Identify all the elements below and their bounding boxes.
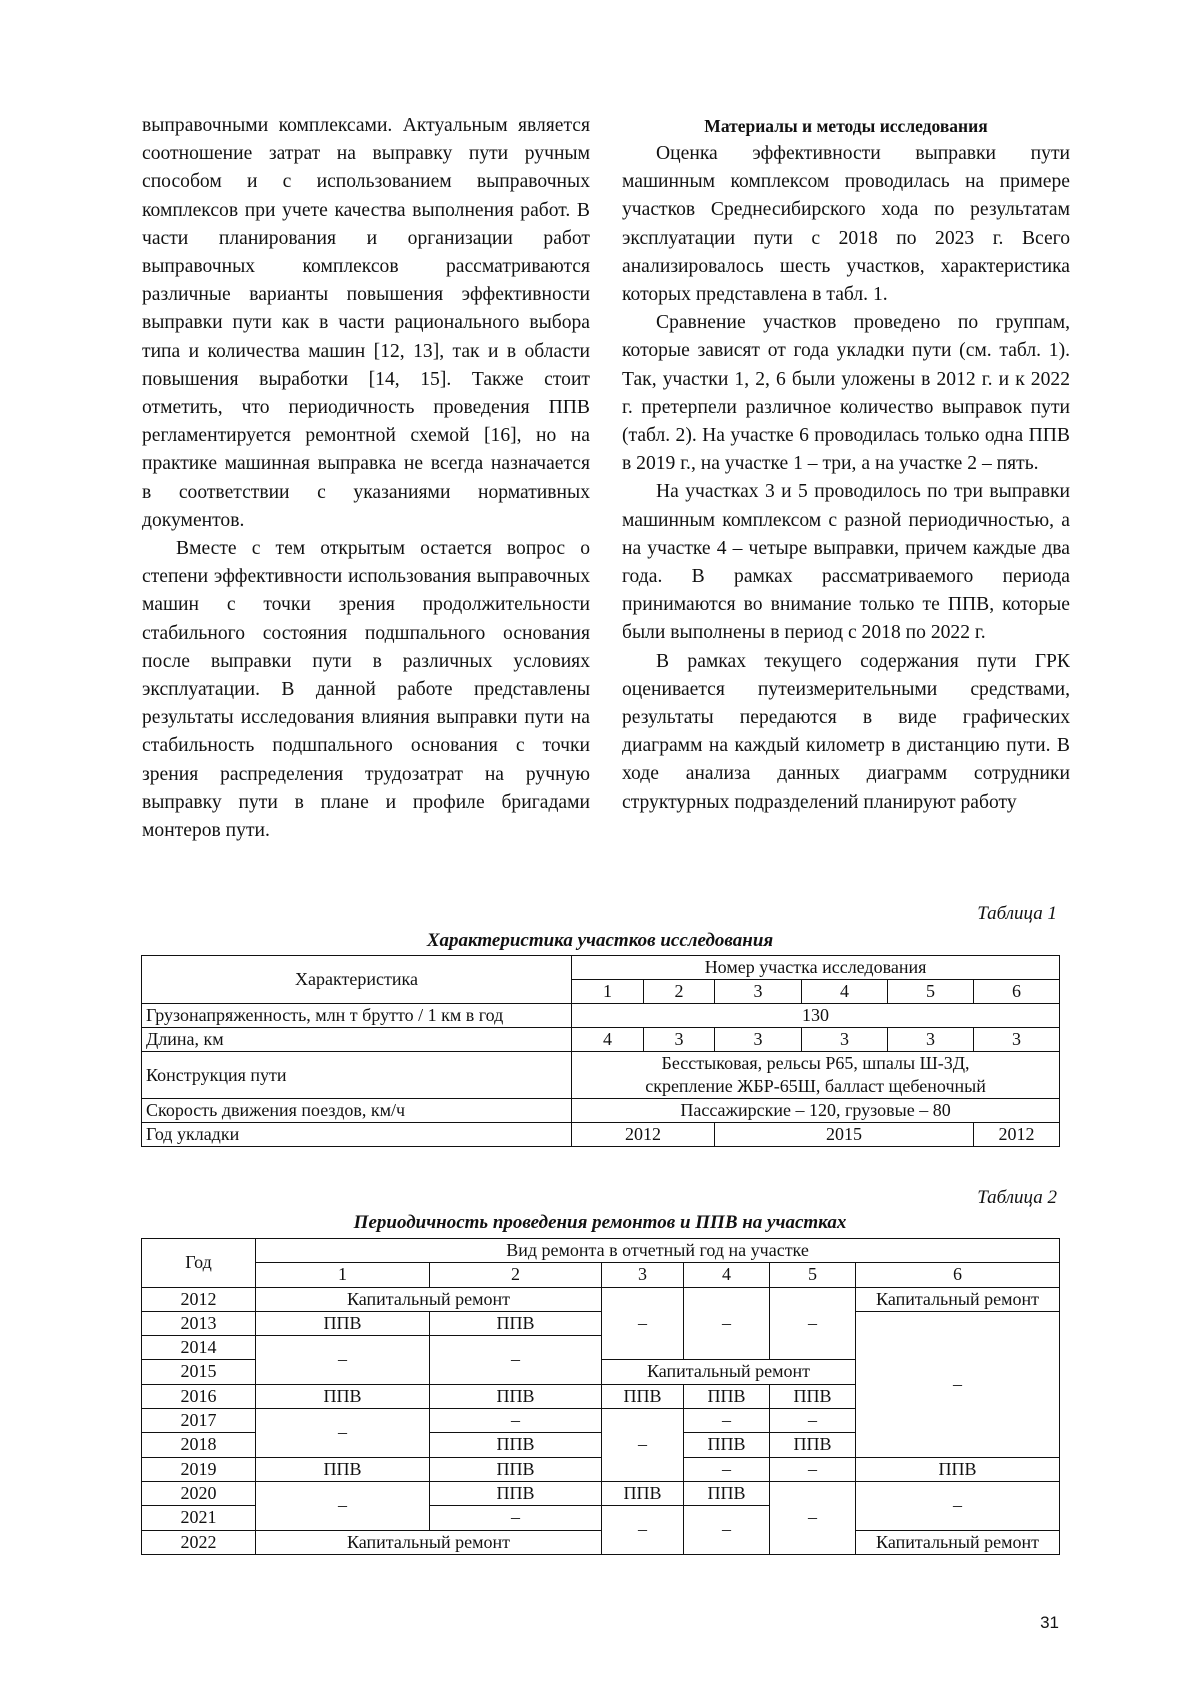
cell: 3 <box>715 1028 802 1052</box>
table-row <box>142 1530 1060 1554</box>
cell: – <box>856 1311 1060 1457</box>
table-row <box>142 1481 1060 1505</box>
cell: – <box>602 1506 684 1555</box>
table-row <box>142 1004 1060 1028</box>
row-label: Грузонапряженность, млн т брутто / 1 км в год <box>142 1004 572 1028</box>
right-paragraph-4: В рамках текущего содержания пути ГРК оценивается путеизмерительными средствами, результаты передаются в виде графических диаграмм на каждый километр в дистанцию пути. В ходе анализа данных диаграмм сотрудники структурных подразделений планируют работу <box>622 650 1070 813</box>
cell: 3 <box>802 1028 888 1052</box>
cell: ППВ <box>256 1384 430 1408</box>
cell: – <box>684 1457 770 1481</box>
table1-section-number: 5 <box>888 980 974 1004</box>
year-cell: 2016 <box>142 1384 256 1408</box>
cell: – <box>256 1481 430 1530</box>
cell: – <box>856 1481 1060 1530</box>
cell: 2012 <box>974 1123 1060 1147</box>
cell: – <box>430 1506 602 1530</box>
cell: ППВ <box>770 1384 856 1408</box>
year-cell: 2020 <box>142 1481 256 1505</box>
left-paragraph-1: выправочными комплексами. Актуальным является соотношение затрат на выправку пути ручным способом и с использованием выправочных комплексов при учете качества выполнения работ. В части планирования и организации работ выправочных комплексов рассматриваются различные варианты повышения эффективности выправки пути как в части рационального выбора типа и количества машин [12, 13], так и в области повышения выработки [14, 15]. Также стоит отметить, что периодичность проведения ППВ регламентируется ремонтной схемой [16], но на практике машинная выправка не всегда назначается в соответствии с указаниями нормативных документов. <box>142 115 590 531</box>
cell: ППВ <box>684 1433 770 1457</box>
year-cell: 2014 <box>142 1336 256 1360</box>
table1-group-header: Номер участка исследования <box>572 956 1060 980</box>
cell: Капитальный ремонт <box>856 1530 1060 1554</box>
cell: 3 <box>974 1028 1060 1052</box>
cell: ППВ <box>430 1457 602 1481</box>
table1-title: Характеристика участков исследования <box>426 930 774 951</box>
cell: Капитальный ремонт <box>256 1287 602 1311</box>
cell: ППВ <box>256 1311 430 1335</box>
table1-section-number: 1 <box>572 980 644 1004</box>
table1-section-number: 2 <box>644 980 715 1004</box>
cell: 2012 <box>572 1123 715 1147</box>
year-cell: 2017 <box>142 1409 256 1433</box>
table-row <box>142 1028 1060 1052</box>
row-label: Год укладки <box>142 1123 572 1147</box>
cell: 130 <box>572 1004 1060 1028</box>
cell: ППВ <box>430 1384 602 1408</box>
cell: – <box>684 1506 770 1555</box>
year-cell: 2022 <box>142 1530 256 1554</box>
cell: ППВ <box>770 1433 856 1457</box>
cell: Капитальный ремонт <box>856 1287 1060 1311</box>
right-paragraph-1: Оценка эффективности выправки пути машинным комплексом проводилась на примере участков Среднесибирского хода по результатам эксплуатации пути с 2018 по 2023 г. Всего анализировалось шесть участков, характеристика которых представлена в табл. 1. <box>622 143 1070 306</box>
table1 <box>141 955 1060 1147</box>
table2-label: Таблица 2 <box>977 1187 1057 1208</box>
cell: 2015 <box>715 1123 974 1147</box>
cell: – <box>256 1409 430 1458</box>
section-heading: Материалы и методы исследования <box>704 116 988 136</box>
table-row <box>142 1457 1060 1481</box>
cell: – <box>770 1409 856 1433</box>
cell: 3 <box>644 1028 715 1052</box>
left-column <box>142 112 590 845</box>
table1-col-header: Характеристика <box>142 956 572 1004</box>
table2-section-number: 5 <box>770 1263 856 1287</box>
design-line-1: Бесстыковая, рельсы Р65, шпалы Ш-3Д, <box>661 1053 970 1073</box>
cell: – <box>684 1287 770 1360</box>
cell: Капитальный ремонт <box>256 1530 602 1554</box>
year-cell: 2015 <box>142 1360 256 1384</box>
table2-section-number: 3 <box>602 1263 684 1287</box>
table1-header-row <box>142 956 1060 980</box>
table2-title: Периодичность проведения ремонтов и ППВ на участках <box>353 1212 847 1233</box>
cell: ППВ <box>684 1481 770 1505</box>
table1-label: Таблица 1 <box>977 903 1057 924</box>
table2-section-number: 1 <box>256 1263 430 1287</box>
year-cell: 2018 <box>142 1433 256 1457</box>
table-row <box>142 1052 1060 1099</box>
left-paragraph-2: Вместе с тем открытым остается вопрос о степени эффективности использования выправочных машин с точки зрения продолжительности стабильного состояния подшпального основания после выправки пути в различных условиях эксплуатации. В данной работе представлены результаты исследования влияния выправки пути на стабильность подшпального основания с точки зрения распределения трудозатрат на ручную выправку пути в плане и профиле бригадами монтеров пути. <box>142 538 590 842</box>
table-row <box>142 1311 1060 1335</box>
cell: ППВ <box>602 1384 684 1408</box>
design-line-2: скрепление ЖБР-65Ш, балласт щебеночный <box>645 1076 986 1096</box>
cell: – <box>770 1287 856 1360</box>
cell: 4 <box>572 1028 644 1052</box>
year-cell: 2021 <box>142 1506 256 1530</box>
cell: Пассажирские – 120, грузовые – 80 <box>572 1099 1060 1123</box>
cell: ППВ <box>430 1311 602 1335</box>
year-cell: 2012 <box>142 1287 256 1311</box>
table2-header-row <box>142 1239 1060 1263</box>
cell: 3 <box>888 1028 974 1052</box>
table2-section-number: 4 <box>684 1263 770 1287</box>
cell: ППВ <box>430 1481 602 1505</box>
right-paragraph-3: На участках 3 и 5 проводилось по три выправки машинным комплексом с разной периодичностью, а на участке 4 – четыре выправки, причем каждые два года. В рамках рассматриваемого периода принимаются во внимание только те ППВ, которые были выполнены в период с 2018 по 2022 г. <box>622 481 1070 644</box>
cell: – <box>770 1457 856 1481</box>
cell: – <box>430 1336 602 1385</box>
cell: ППВ <box>602 1481 684 1505</box>
cell: ППВ <box>430 1433 602 1457</box>
table2-year-header: Год <box>142 1239 256 1288</box>
right-column <box>622 112 1070 817</box>
cell: ППВ <box>684 1384 770 1408</box>
table-row <box>142 1123 1060 1147</box>
cell: ППВ <box>856 1457 1060 1481</box>
table2-section-numbers <box>142 1263 1060 1287</box>
right-paragraph-2: Сравнение участков проведено по группам, которые зависят от года укладки пути (см. табл. 1). Так, участки 1, 2, 6 были уложены в 2012 г. и к 2022 г. претерпели различное количество выправок пути (табл. 2). На участке 6 проводилась только одна ППВ в 2019 г., на участке 1 – три, а на участке 2 – пять. <box>622 312 1070 475</box>
cell: – <box>684 1409 770 1433</box>
cell: – <box>602 1409 684 1482</box>
cell: – <box>770 1481 856 1554</box>
cell: ППВ <box>256 1457 430 1481</box>
table1-section-number: 6 <box>974 980 1060 1004</box>
table2-section-number: 6 <box>856 1263 1060 1287</box>
table2-section-number: 2 <box>430 1263 602 1287</box>
cell: – <box>430 1409 602 1433</box>
table1-section-number: 3 <box>715 980 802 1004</box>
row-label: Скорость движения поездов, км/ч <box>142 1099 572 1123</box>
table2 <box>141 1238 1060 1555</box>
cell <box>572 1052 1060 1099</box>
year-cell: 2019 <box>142 1457 256 1481</box>
table1-section-number: 4 <box>802 980 888 1004</box>
cell: – <box>256 1336 430 1385</box>
page-number: 31 <box>1040 1613 1059 1632</box>
table2-group-header: Вид ремонта в отчетный год на участке <box>256 1239 1060 1263</box>
table-row <box>142 1287 1060 1311</box>
cell: – <box>602 1287 684 1360</box>
year-cell: 2013 <box>142 1311 256 1335</box>
row-label: Длина, км <box>142 1028 572 1052</box>
row-label: Конструкция пути <box>142 1052 572 1099</box>
cell: Капитальный ремонт <box>602 1360 856 1384</box>
table-row <box>142 1099 1060 1123</box>
